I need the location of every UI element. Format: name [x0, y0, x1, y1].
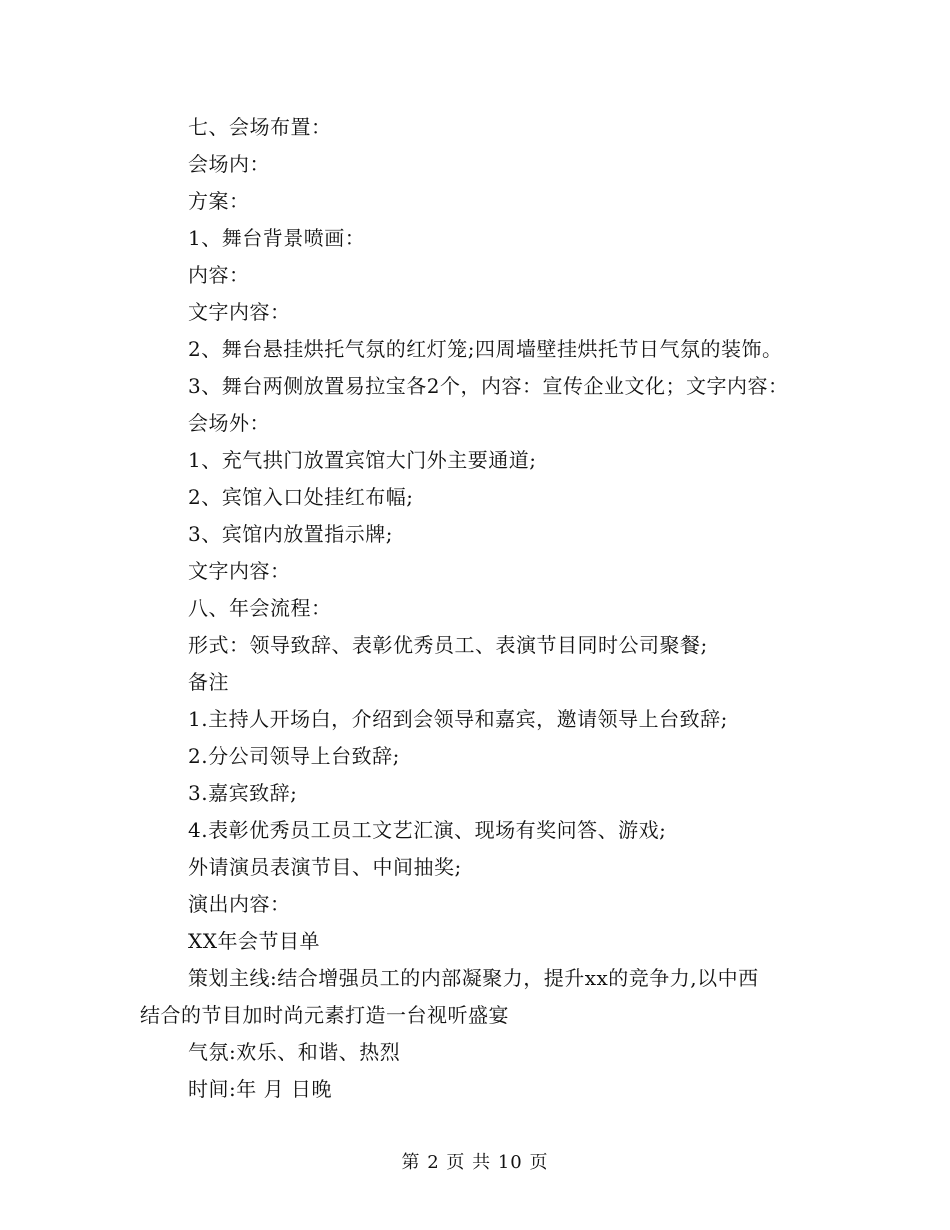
text-line: 时间:年 月 日晚 — [188, 1077, 332, 1101]
text-line: 备注 — [188, 670, 229, 694]
text-line: 2、舞台悬挂烘托气氛的红灯笼;四周墙壁挂烘托节日气氛的装饰。 — [188, 337, 783, 361]
text-line: 1.主持人开场白，介绍到会领导和嘉宾，邀请领导上台致辞; — [188, 707, 728, 731]
text-line: 形式：领导致辞、表彰优秀员工、表演节目同时公司聚餐; — [188, 633, 708, 657]
text-line: 1、充气拱门放置宾馆大门外主要通道; — [188, 448, 537, 472]
text-line: 内容： — [188, 263, 250, 287]
section-heading-agenda: 八、年会流程： — [188, 596, 332, 620]
text-line: 气氛:欢乐、和谐、热烈 — [188, 1040, 401, 1064]
program-title: XX年会节目单 — [188, 929, 320, 953]
text-line-continuation: 结合的节目加时尚元素打造一台视听盛宴 — [140, 1003, 509, 1027]
text-line: 3.嘉宾致辞; — [188, 781, 298, 805]
text-line: 会场外： — [188, 411, 270, 435]
text-line: 3、宾馆内放置指示牌; — [188, 522, 393, 546]
text-line: 4.表彰优秀员工员工文艺汇演、现场有奖问答、游戏; — [188, 818, 667, 842]
text-line: 演出内容： — [188, 892, 291, 916]
text-line: 3、舞台两侧放置易拉宝各2个，内容：宣传企业文化；文字内容： — [188, 374, 789, 398]
text-line: 会场内： — [188, 152, 270, 176]
text-line: 方案： — [188, 189, 250, 213]
section-heading-venue: 七、会场布置： — [188, 115, 332, 139]
text-line: 文字内容： — [188, 300, 291, 324]
page-number-footer: 第 2 页 共 10 页 — [401, 1152, 549, 1173]
text-line: 2.分公司领导上台致辞; — [188, 744, 400, 768]
text-line: 外请演员表演节目、中间抽奖; — [188, 855, 462, 879]
text-line: 文字内容： — [188, 559, 291, 583]
text-line: 策划主线:结合增强员工的内部凝聚力，提升xx的竞争力,以中西 — [188, 966, 759, 990]
text-line: 1、舞台背景喷画： — [188, 226, 366, 250]
text-line: 2、宾馆入口处挂红布幅; — [188, 485, 414, 509]
